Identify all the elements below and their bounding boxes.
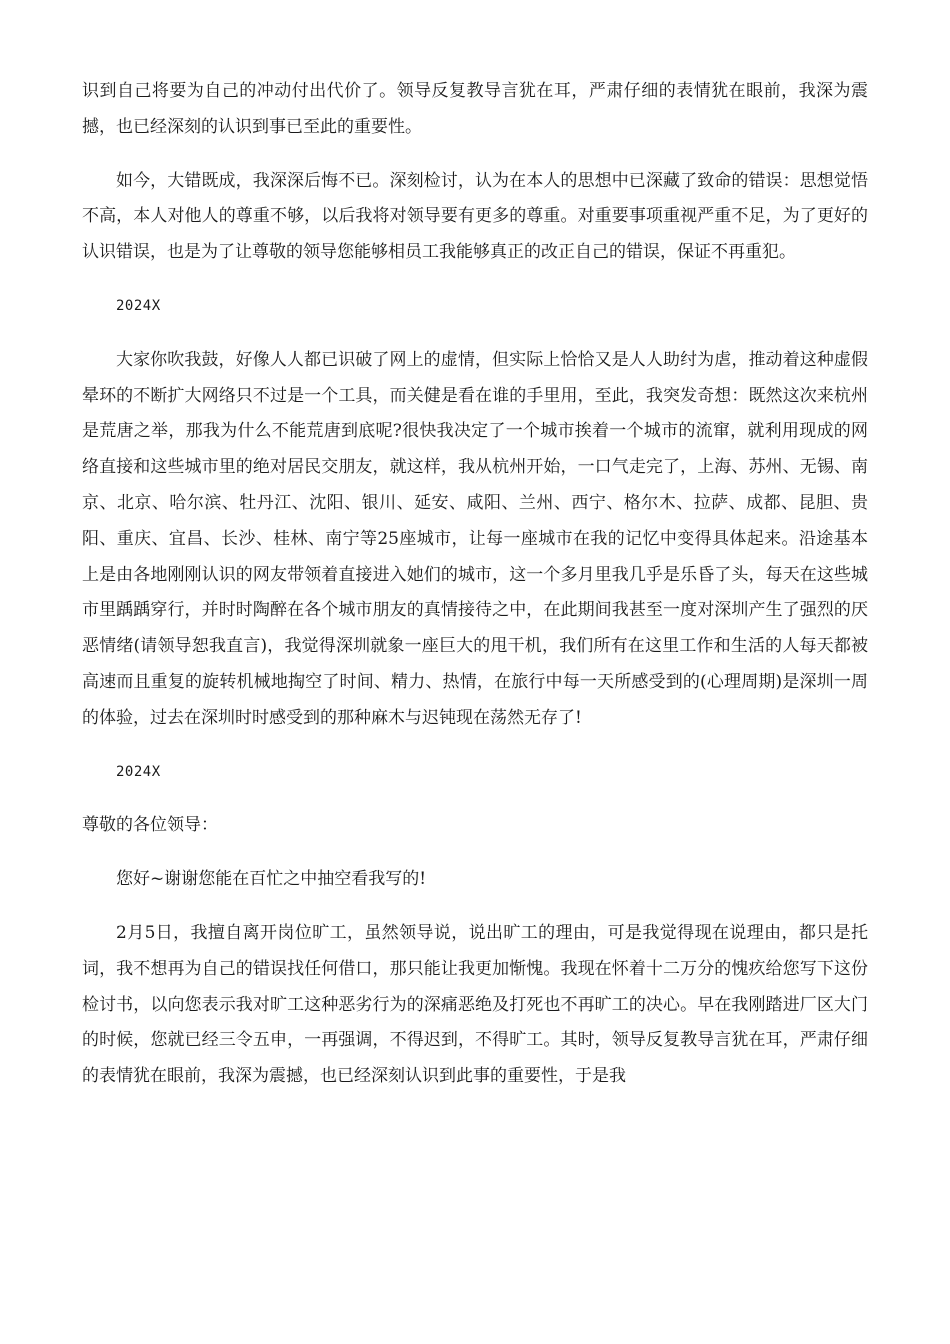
paragraph-travel: 大家你吹我鼓，好像人人都已识破了网上的虚情，但实际上恰恰又是人人助纣为虐，推动着这种虚假晕环的不断扩大网络只不过是一个工具，而关健是看在谁的手里用，至此，我突发奇想：既然这次来杭州是荒唐之举，那我为什么不能荒唐到底呢?很快我决定了一个城市挨着一个城市的流窜，就利用现成的网络直接和这些城市里的绝对居民交朋友，就这样，我从杭州开始，一口气走完了，上海、苏州、无锡、南京、北京、哈尔滨、牡丹江、沈阳、银川、延安、咸阳、兰州、西宁、格尔木、拉萨、成都、昆胆、贵阳、重庆、宜昌、长沙、桂林、南宁等25座城市，让每一座城市在我的记忆中变得具体起来。沿途基本上是由各地刚刚认识的网友带领着直接进入她们的城市，这一个多月里我几乎是乐昏了头，每天在这些城市里踽踽穿行，并时时陶醉在各个城市朋友的真情接待之中，在此期间我甚至一度对深圳产生了强烈的厌恶情绪(请领导恕我直言)，我觉得深圳就象一座巨大的甩干机，我们所有在这里工作和生活的人每天都被高速而且重复的旋转机械地掏空了时间、精力、热情，在旅行中每一天所感受到的(心理周期)是深圳一周的体验，过去在深圳时时感受到的那种麻木与迟钝现在荡然无存了! [82, 349, 868, 728]
paragraph-continuation: 识到自己将要为自己的冲动付出代价了。领导反复教导言犹在耳，严肃仔细的表情犹在眼前，我深为震撼，也已经深刻的认识到事已至此的重要性。 [82, 81, 868, 137]
paragraph-absence: 2月5日，我擅自离开岗位旷工，虽然领导说，说出旷工的理由，可是我觉得现在说理由，都只是托词，我不想再为自己的错误找任何借口，那只能让我更加惭愧。我现在怀着十二万分的愧疚给您写下这份检讨书，以向您表示我对旷工这种恶劣行为的深痛恶绝及打死也不再旷工的决心。早在我刚踏进厂区大门的时候，您就已经三令五申，一再强调，不得迟到，不得旷工。其时，领导反复教导言犹在耳，严肃仔细的表情犹在眼前，我深为震撼，也已经深刻认识到此事的重要性，于是我 [82, 922, 868, 1087]
date-line: 2024X [116, 297, 161, 314]
salutation: 尊敬的各位领导： [82, 815, 218, 836]
paragraph-regret: 如今，大错既成，我深深后悔不已。深刻检讨，认为在本人的思想中已深藏了致命的错误：思想觉悟不高，本人对他人的尊重不够，以后我将对领导要有更多的尊重。对重要事项重视严重不足，为了更好的认识错误，也是为了让尊敬的领导您能够相员工我能够真正的改正自己的错误，保证不再重犯。 [82, 170, 868, 263]
paragraph-greeting: 您好~谢谢您能在百忙之中抽空看我写的! [116, 869, 427, 890]
document-page [82, 74, 868, 1113]
date-line: 2024X [116, 763, 161, 780]
